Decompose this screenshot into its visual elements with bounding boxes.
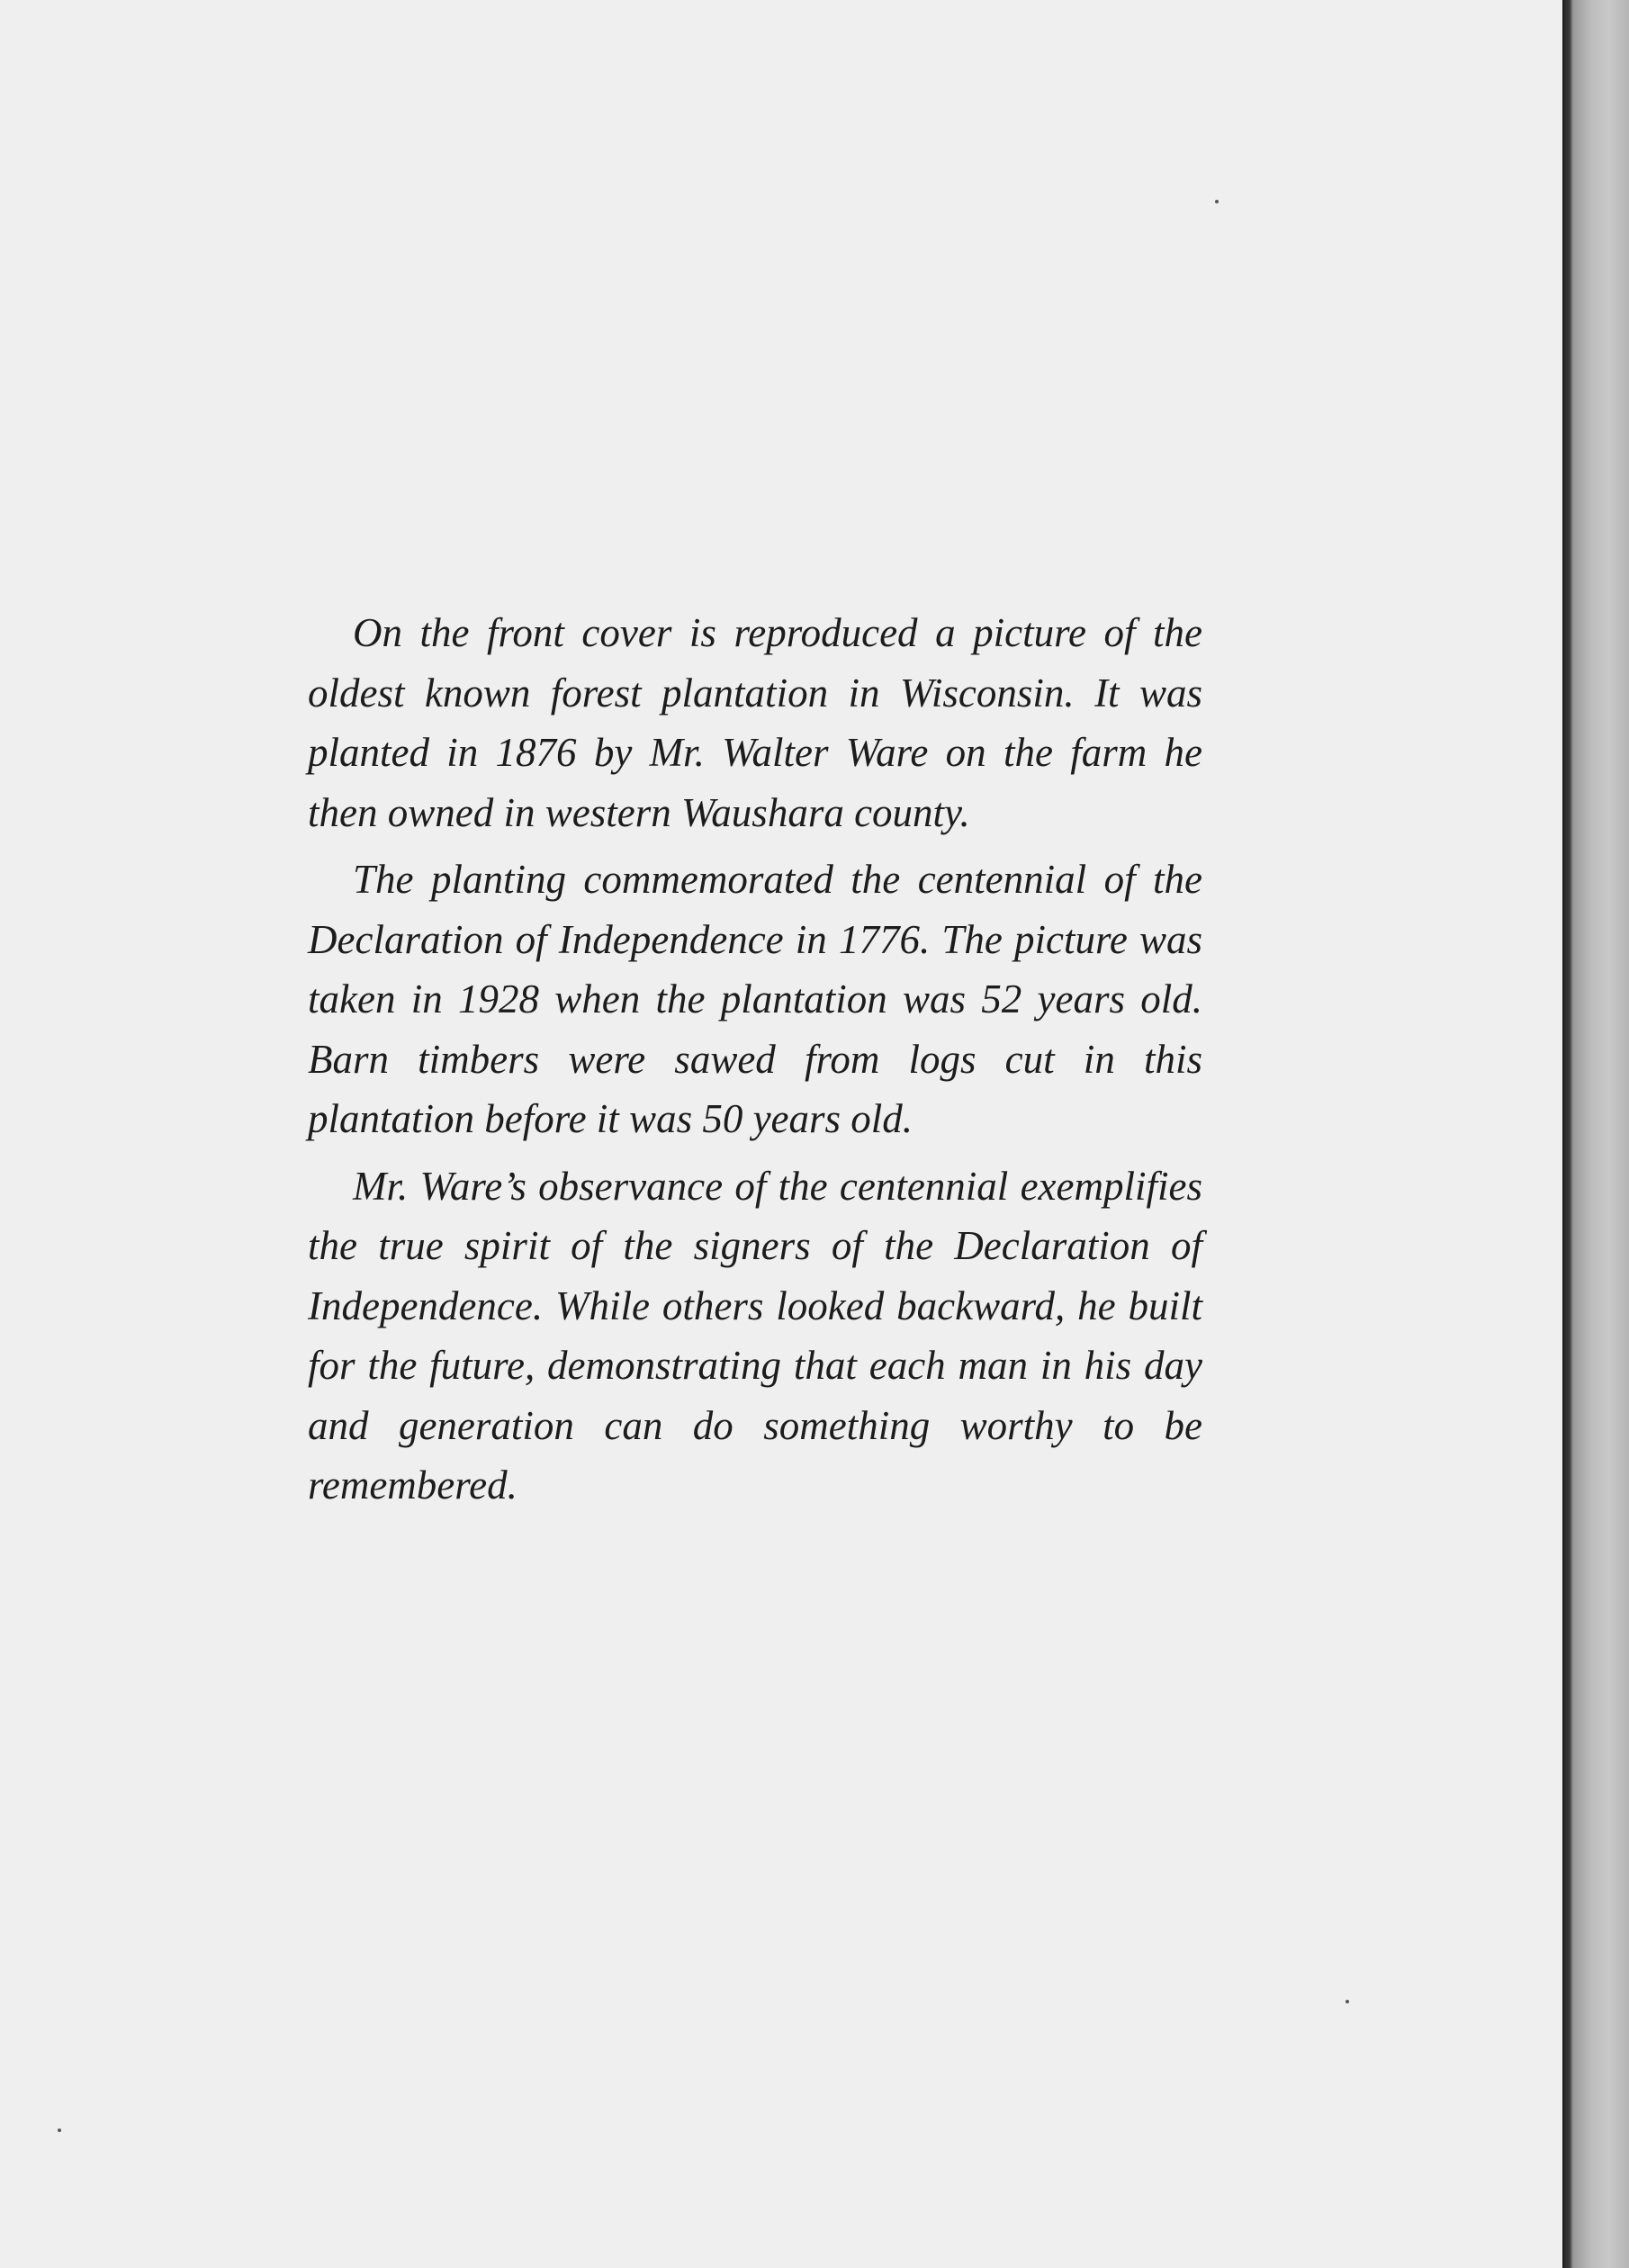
book-spine bbox=[1564, 0, 1629, 2268]
dust-speck bbox=[1346, 2000, 1349, 2003]
dust-speck bbox=[1215, 200, 1219, 203]
paragraph-front-cover: On the front cover is reproduced a picture of the oldest known forest plantation in Wisconsin. It was planted in 1876 by Mr. Walter Ware on the farm he then owned in western Waushara county. bbox=[308, 610, 1202, 835]
paragraph-observance: Mr. Ware’s observance of the centennial exemplifies the true spirit of the signers of the Declaration of Independence. While others looked backward, he built for the future, demonstrating that each man in his day and generation can do something worthy to be remembered. bbox=[308, 1163, 1202, 1508]
dust-speck bbox=[58, 2128, 61, 2132]
paragraph-centennial: The planting commemorated the centennial of the Declaration of Independence in 1776. The picture was taken in 1928 when the plantation was 52 years old. Barn timbers were sawed from logs cut in this plantation before it was 50 years old. bbox=[308, 857, 1202, 1141]
body-text bbox=[308, 603, 1202, 1523]
